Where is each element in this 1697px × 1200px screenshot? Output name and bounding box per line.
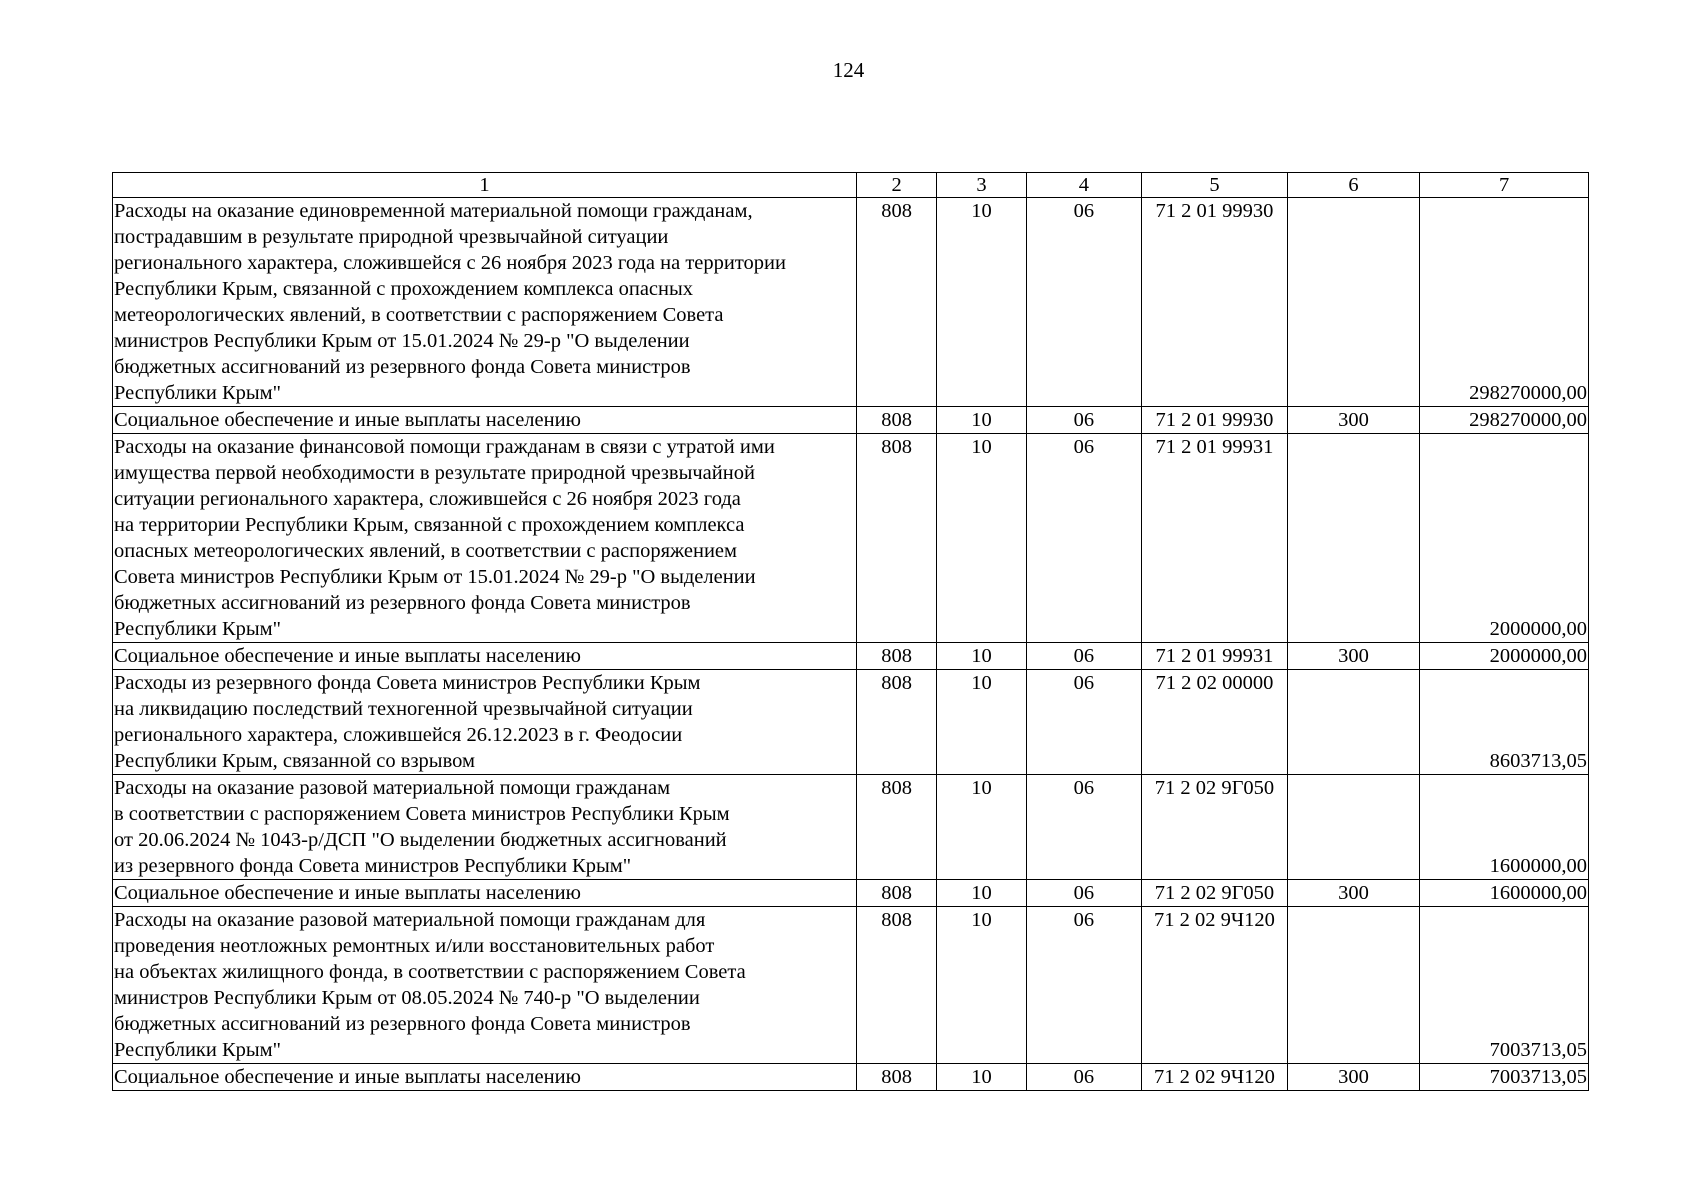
expense-description xyxy=(113,907,857,1064)
expense-type-code: 300 xyxy=(1287,407,1420,434)
description-line: Социальное обеспечение и иные выплаты населению xyxy=(114,645,581,667)
table-row xyxy=(113,880,1589,907)
description-line: регионального характера, сложившейся с 26 ноября 2023 года на территории xyxy=(114,252,786,274)
section-code: 10 xyxy=(937,880,1026,907)
subsection-code: 06 xyxy=(1026,1064,1141,1091)
description-line: на территории Республики Крым, связанной с прохождением комплекса xyxy=(114,514,745,536)
target-article-code: 71 2 02 9Г050 xyxy=(1142,880,1288,907)
subsection-code: 06 xyxy=(1026,670,1141,775)
description-line: Расходы на оказание разовой материальной помощи гражданам xyxy=(114,777,671,799)
amount: 7003713,05 xyxy=(1420,1064,1589,1091)
section-code: 10 xyxy=(937,907,1026,1064)
expense-description xyxy=(113,670,857,775)
target-article-code: 71 2 02 00000 xyxy=(1142,670,1288,775)
subsection-code: 06 xyxy=(1026,407,1141,434)
expense-type-code: 300 xyxy=(1287,643,1420,670)
amount: 2000000,00 xyxy=(1420,643,1589,670)
amount: 7003713,05 xyxy=(1420,907,1589,1064)
ministry-code: 808 xyxy=(857,775,937,880)
expense-type-code xyxy=(1287,670,1420,775)
description-line: Расходы на оказание единовременной материальной помощи гражданам, xyxy=(114,200,753,222)
section-code: 10 xyxy=(937,775,1026,880)
description-line: министров Республики Крым от 08.05.2024 № 740-р "О выделении xyxy=(114,987,700,1009)
table-row xyxy=(113,775,1589,880)
amount: 1600000,00 xyxy=(1420,880,1589,907)
description-line: в соответствии с распоряжением Совета министров Республики Крым xyxy=(114,803,730,825)
ministry-code: 808 xyxy=(857,198,937,407)
budget-table xyxy=(112,172,1589,1091)
description-line: проведения неотложных ремонтных и/или восстановительных работ xyxy=(114,935,715,957)
subsection-code: 06 xyxy=(1026,907,1141,1064)
amount: 1600000,00 xyxy=(1420,775,1589,880)
table-row xyxy=(113,1064,1589,1091)
ministry-code: 808 xyxy=(857,434,937,643)
table-row xyxy=(113,643,1589,670)
subsection-code: 06 xyxy=(1026,198,1141,407)
description-line: имущества первой необходимости в результате природной чрезвычайной xyxy=(114,462,755,484)
section-code: 10 xyxy=(937,434,1026,643)
ministry-code: 808 xyxy=(857,907,937,1064)
subsection-code: 06 xyxy=(1026,880,1141,907)
section-code: 10 xyxy=(937,670,1026,775)
description-line: Республики Крым, связанной с прохождением комплекса опасных xyxy=(114,278,694,300)
section-code: 10 xyxy=(937,407,1026,434)
description-line: пострадавшим в результате природной чрезвычайной ситуации xyxy=(114,226,669,248)
expense-description xyxy=(113,775,857,880)
expense-type-code xyxy=(1287,907,1420,1064)
description-line: на ликвидацию последствий техногенной чрезвычайной ситуации xyxy=(114,698,693,720)
ministry-code: 808 xyxy=(857,880,937,907)
expense-type-code: 300 xyxy=(1287,880,1420,907)
description-line: из резервного фонда Совета министров Республики Крым" xyxy=(114,855,632,877)
expense-type-code xyxy=(1287,775,1420,880)
description-line: ситуации регионального характера, сложившейся с 26 ноября 2023 года xyxy=(114,488,741,510)
table-row xyxy=(113,198,1589,407)
expense-type-code xyxy=(1287,198,1420,407)
target-article-code: 71 2 01 99930 xyxy=(1142,198,1288,407)
section-code: 10 xyxy=(937,198,1026,407)
header-cell: 7 xyxy=(1420,173,1589,198)
table-row xyxy=(113,407,1589,434)
ministry-code: 808 xyxy=(857,407,937,434)
description-line: Расходы на оказание разовой материальной помощи гражданам для xyxy=(114,909,706,931)
description-line: Расходы на оказание финансовой помощи гражданам в связи с утратой ими xyxy=(114,436,775,458)
expense-description xyxy=(113,643,857,670)
header-cell: 1 xyxy=(113,173,857,198)
target-article-code: 71 2 02 9Ч120 xyxy=(1142,907,1288,1064)
description-line: регионального характера, сложившейся 26.12.2023 в г. Феодосии xyxy=(114,724,683,746)
description-line: бюджетных ассигнований из резервного фонда Совета министров xyxy=(114,356,691,378)
table-row xyxy=(113,670,1589,775)
header-cell: 3 xyxy=(937,173,1026,198)
description-line: Социальное обеспечение и иные выплаты населению xyxy=(114,882,581,904)
column-number-header xyxy=(113,173,1589,198)
expense-description xyxy=(113,198,857,407)
description-line: Социальное обеспечение и иные выплаты населению xyxy=(114,1066,581,1088)
ministry-code: 808 xyxy=(857,670,937,775)
description-line: Совета министров Республики Крым от 15.01.2024 № 29-р "О выделении xyxy=(114,566,756,588)
description-line: на объектах жилищного фонда, в соответствии с распоряжением Совета xyxy=(114,961,746,983)
description-line: опасных метеорологических явлений, в соответствии с распоряжением xyxy=(114,540,737,562)
header-cell: 2 xyxy=(857,173,937,198)
amount: 298270000,00 xyxy=(1420,407,1589,434)
expense-type-code: 300 xyxy=(1287,1064,1420,1091)
expense-description xyxy=(113,434,857,643)
target-article-code: 71 2 01 99931 xyxy=(1142,434,1288,643)
description-line: бюджетных ассигнований из резервного фонда Совета министров xyxy=(114,592,691,614)
expense-description xyxy=(113,880,857,907)
description-line: Республики Крым" xyxy=(114,1039,282,1061)
description-line: метеорологических явлений, в соответствии с распоряжением Совета xyxy=(114,304,724,326)
subsection-code: 06 xyxy=(1026,775,1141,880)
amount: 298270000,00 xyxy=(1420,198,1589,407)
target-article-code: 71 2 01 99931 xyxy=(1142,643,1288,670)
target-article-code: 71 2 01 99930 xyxy=(1142,407,1288,434)
expense-description xyxy=(113,407,857,434)
target-article-code: 71 2 02 9Г050 xyxy=(1142,775,1288,880)
description-line: от 20.06.2024 № 1043-р/ДСП "О выделении бюджетных ассигнований xyxy=(114,829,727,851)
description-line: Республики Крым" xyxy=(114,618,282,640)
section-code: 10 xyxy=(937,1064,1026,1091)
description-line: бюджетных ассигнований из резервного фонда Совета министров xyxy=(114,1013,691,1035)
table-row xyxy=(113,434,1589,643)
description-line: Социальное обеспечение и иные выплаты населению xyxy=(114,409,581,431)
expense-description xyxy=(113,1064,857,1091)
header-cell: 5 xyxy=(1142,173,1288,198)
header-cell: 6 xyxy=(1287,173,1420,198)
description-line: Республики Крым" xyxy=(114,382,282,404)
ministry-code: 808 xyxy=(857,1064,937,1091)
expense-type-code xyxy=(1287,434,1420,643)
ministry-code: 808 xyxy=(857,643,937,670)
amount: 2000000,00 xyxy=(1420,434,1589,643)
description-line: министров Республики Крым от 15.01.2024 № 29-р "О выделении xyxy=(114,330,690,352)
description-line: Расходы из резервного фонда Совета министров Республики Крым xyxy=(114,672,701,694)
header-cell: 4 xyxy=(1026,173,1141,198)
subsection-code: 06 xyxy=(1026,434,1141,643)
section-code: 10 xyxy=(937,643,1026,670)
table-row xyxy=(113,907,1589,1064)
subsection-code: 06 xyxy=(1026,643,1141,670)
amount: 8603713,05 xyxy=(1420,670,1589,775)
description-line: Республики Крым, связанной со взрывом xyxy=(114,750,475,772)
page-number: 124 xyxy=(832,58,865,82)
target-article-code: 71 2 02 9Ч120 xyxy=(1142,1064,1288,1091)
